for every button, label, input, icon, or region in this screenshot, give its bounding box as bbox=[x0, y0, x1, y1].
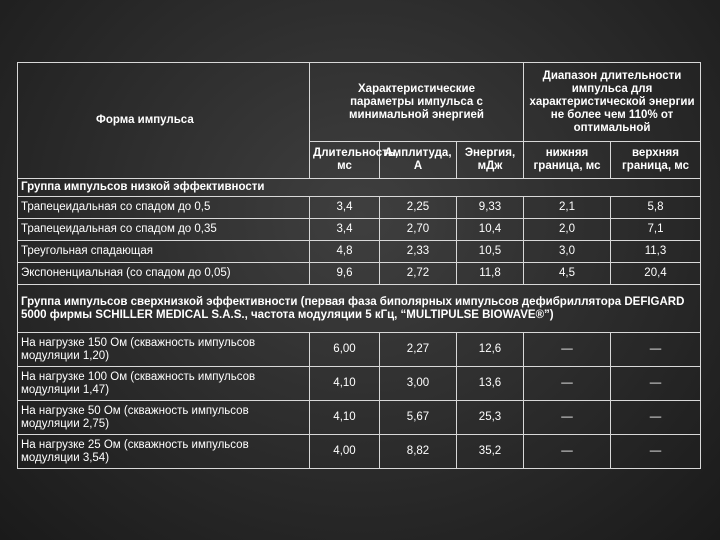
row-lower: 3,0 bbox=[524, 241, 611, 263]
row-pulse-name: Трапецеидальная со спадом до 0,35 bbox=[18, 219, 310, 241]
row-lower: — bbox=[524, 401, 611, 435]
row-duration: 4,00 bbox=[310, 435, 380, 469]
row-energy: 9,33 bbox=[457, 197, 524, 219]
table-row bbox=[18, 219, 701, 241]
row-duration: 3,4 bbox=[310, 197, 380, 219]
row-energy: 10,5 bbox=[457, 241, 524, 263]
row-duration: 9,6 bbox=[310, 263, 380, 285]
group-title-ultra-low-efficiency: Группа импульсов сверхнизкой эффективности (первая фаза биполярных импульсов дефибриллятора DEFIGARD 5000 фирмы SCHILLER MEDICAL S.A.S., частота модуляции 5 кГц, “MULTIPULSE BIOWAVE®”) bbox=[18, 285, 701, 333]
row-amplitude: 2,27 bbox=[380, 333, 457, 367]
row-pulse-name: Экспоненциальная (со спадом до 0,05) bbox=[18, 263, 310, 285]
row-amplitude: 5,67 bbox=[380, 401, 457, 435]
row-pulse-name: На нагрузке 100 Ом (скважность импульсов модуляции 1,47) bbox=[18, 367, 310, 401]
row-lower: 2,1 bbox=[524, 197, 611, 219]
header-amplitude: Амплитуда, А bbox=[380, 142, 457, 179]
table-row bbox=[18, 367, 701, 401]
row-upper: 5,8 bbox=[611, 197, 701, 219]
table-row bbox=[18, 435, 701, 469]
row-duration: 3,4 bbox=[310, 219, 380, 241]
row-amplitude: 2,25 bbox=[380, 197, 457, 219]
row-lower: 4,5 bbox=[524, 263, 611, 285]
row-energy: 35,2 bbox=[457, 435, 524, 469]
row-pulse-name: На нагрузке 25 Ом (скважность импульсов модуляции 3,54) bbox=[18, 435, 310, 469]
row-lower: — bbox=[524, 367, 611, 401]
row-energy: 11,8 bbox=[457, 263, 524, 285]
header-duration-range: Диапазон длительности импульса для характеристической энергии не более чем 110% от оптимальной bbox=[524, 63, 701, 142]
row-energy: 12,6 bbox=[457, 333, 524, 367]
row-lower: — bbox=[524, 333, 611, 367]
header-characteristic-params: Характеристические параметры импульса с минимальной энергией bbox=[310, 63, 524, 142]
row-upper: 20,4 bbox=[611, 263, 701, 285]
row-duration: 4,10 bbox=[310, 367, 380, 401]
row-amplitude: 3,00 bbox=[380, 367, 457, 401]
row-upper: — bbox=[611, 401, 701, 435]
header-lower-bound: нижняя граница, мс bbox=[524, 142, 611, 179]
row-duration: 4,8 bbox=[310, 241, 380, 263]
row-pulse-name: На нагрузке 50 Ом (скважность импульсов модуляции 2,75) bbox=[18, 401, 310, 435]
row-upper: 7,1 bbox=[611, 219, 701, 241]
row-lower: 2,0 bbox=[524, 219, 611, 241]
row-energy: 13,6 bbox=[457, 367, 524, 401]
pulse-parameters-table bbox=[17, 62, 701, 469]
row-amplitude: 8,82 bbox=[380, 435, 457, 469]
row-amplitude: 2,70 bbox=[380, 219, 457, 241]
row-lower: — bbox=[524, 435, 611, 469]
row-upper: — bbox=[611, 435, 701, 469]
group-title-low-efficiency: Группа импульсов низкой эффективности bbox=[18, 179, 701, 197]
row-pulse-name: Треугольная спадающая bbox=[18, 241, 310, 263]
table-row bbox=[18, 197, 701, 219]
row-upper: — bbox=[611, 367, 701, 401]
row-upper: 11,3 bbox=[611, 241, 701, 263]
table-row bbox=[18, 263, 701, 285]
header-duration: Длительность, мс bbox=[310, 142, 380, 179]
row-energy: 25,3 bbox=[457, 401, 524, 435]
header-upper-bound: верхняя граница, мс bbox=[611, 142, 701, 179]
table-row bbox=[18, 333, 701, 367]
row-pulse-name: Трапецеидальная со спадом до 0,5 bbox=[18, 197, 310, 219]
table-row bbox=[18, 241, 701, 263]
header-energy: Энергия, мДж bbox=[457, 142, 524, 179]
row-amplitude: 2,72 bbox=[380, 263, 457, 285]
row-duration: 6,00 bbox=[310, 333, 380, 367]
row-upper: — bbox=[611, 333, 701, 367]
table-row bbox=[18, 401, 701, 435]
row-energy: 10,4 bbox=[457, 219, 524, 241]
header-pulse-form: Форма импульса bbox=[18, 63, 310, 179]
row-amplitude: 2,33 bbox=[380, 241, 457, 263]
row-duration: 4,10 bbox=[310, 401, 380, 435]
row-pulse-name: На нагрузке 150 Ом (скважность импульсов модуляции 1,20) bbox=[18, 333, 310, 367]
